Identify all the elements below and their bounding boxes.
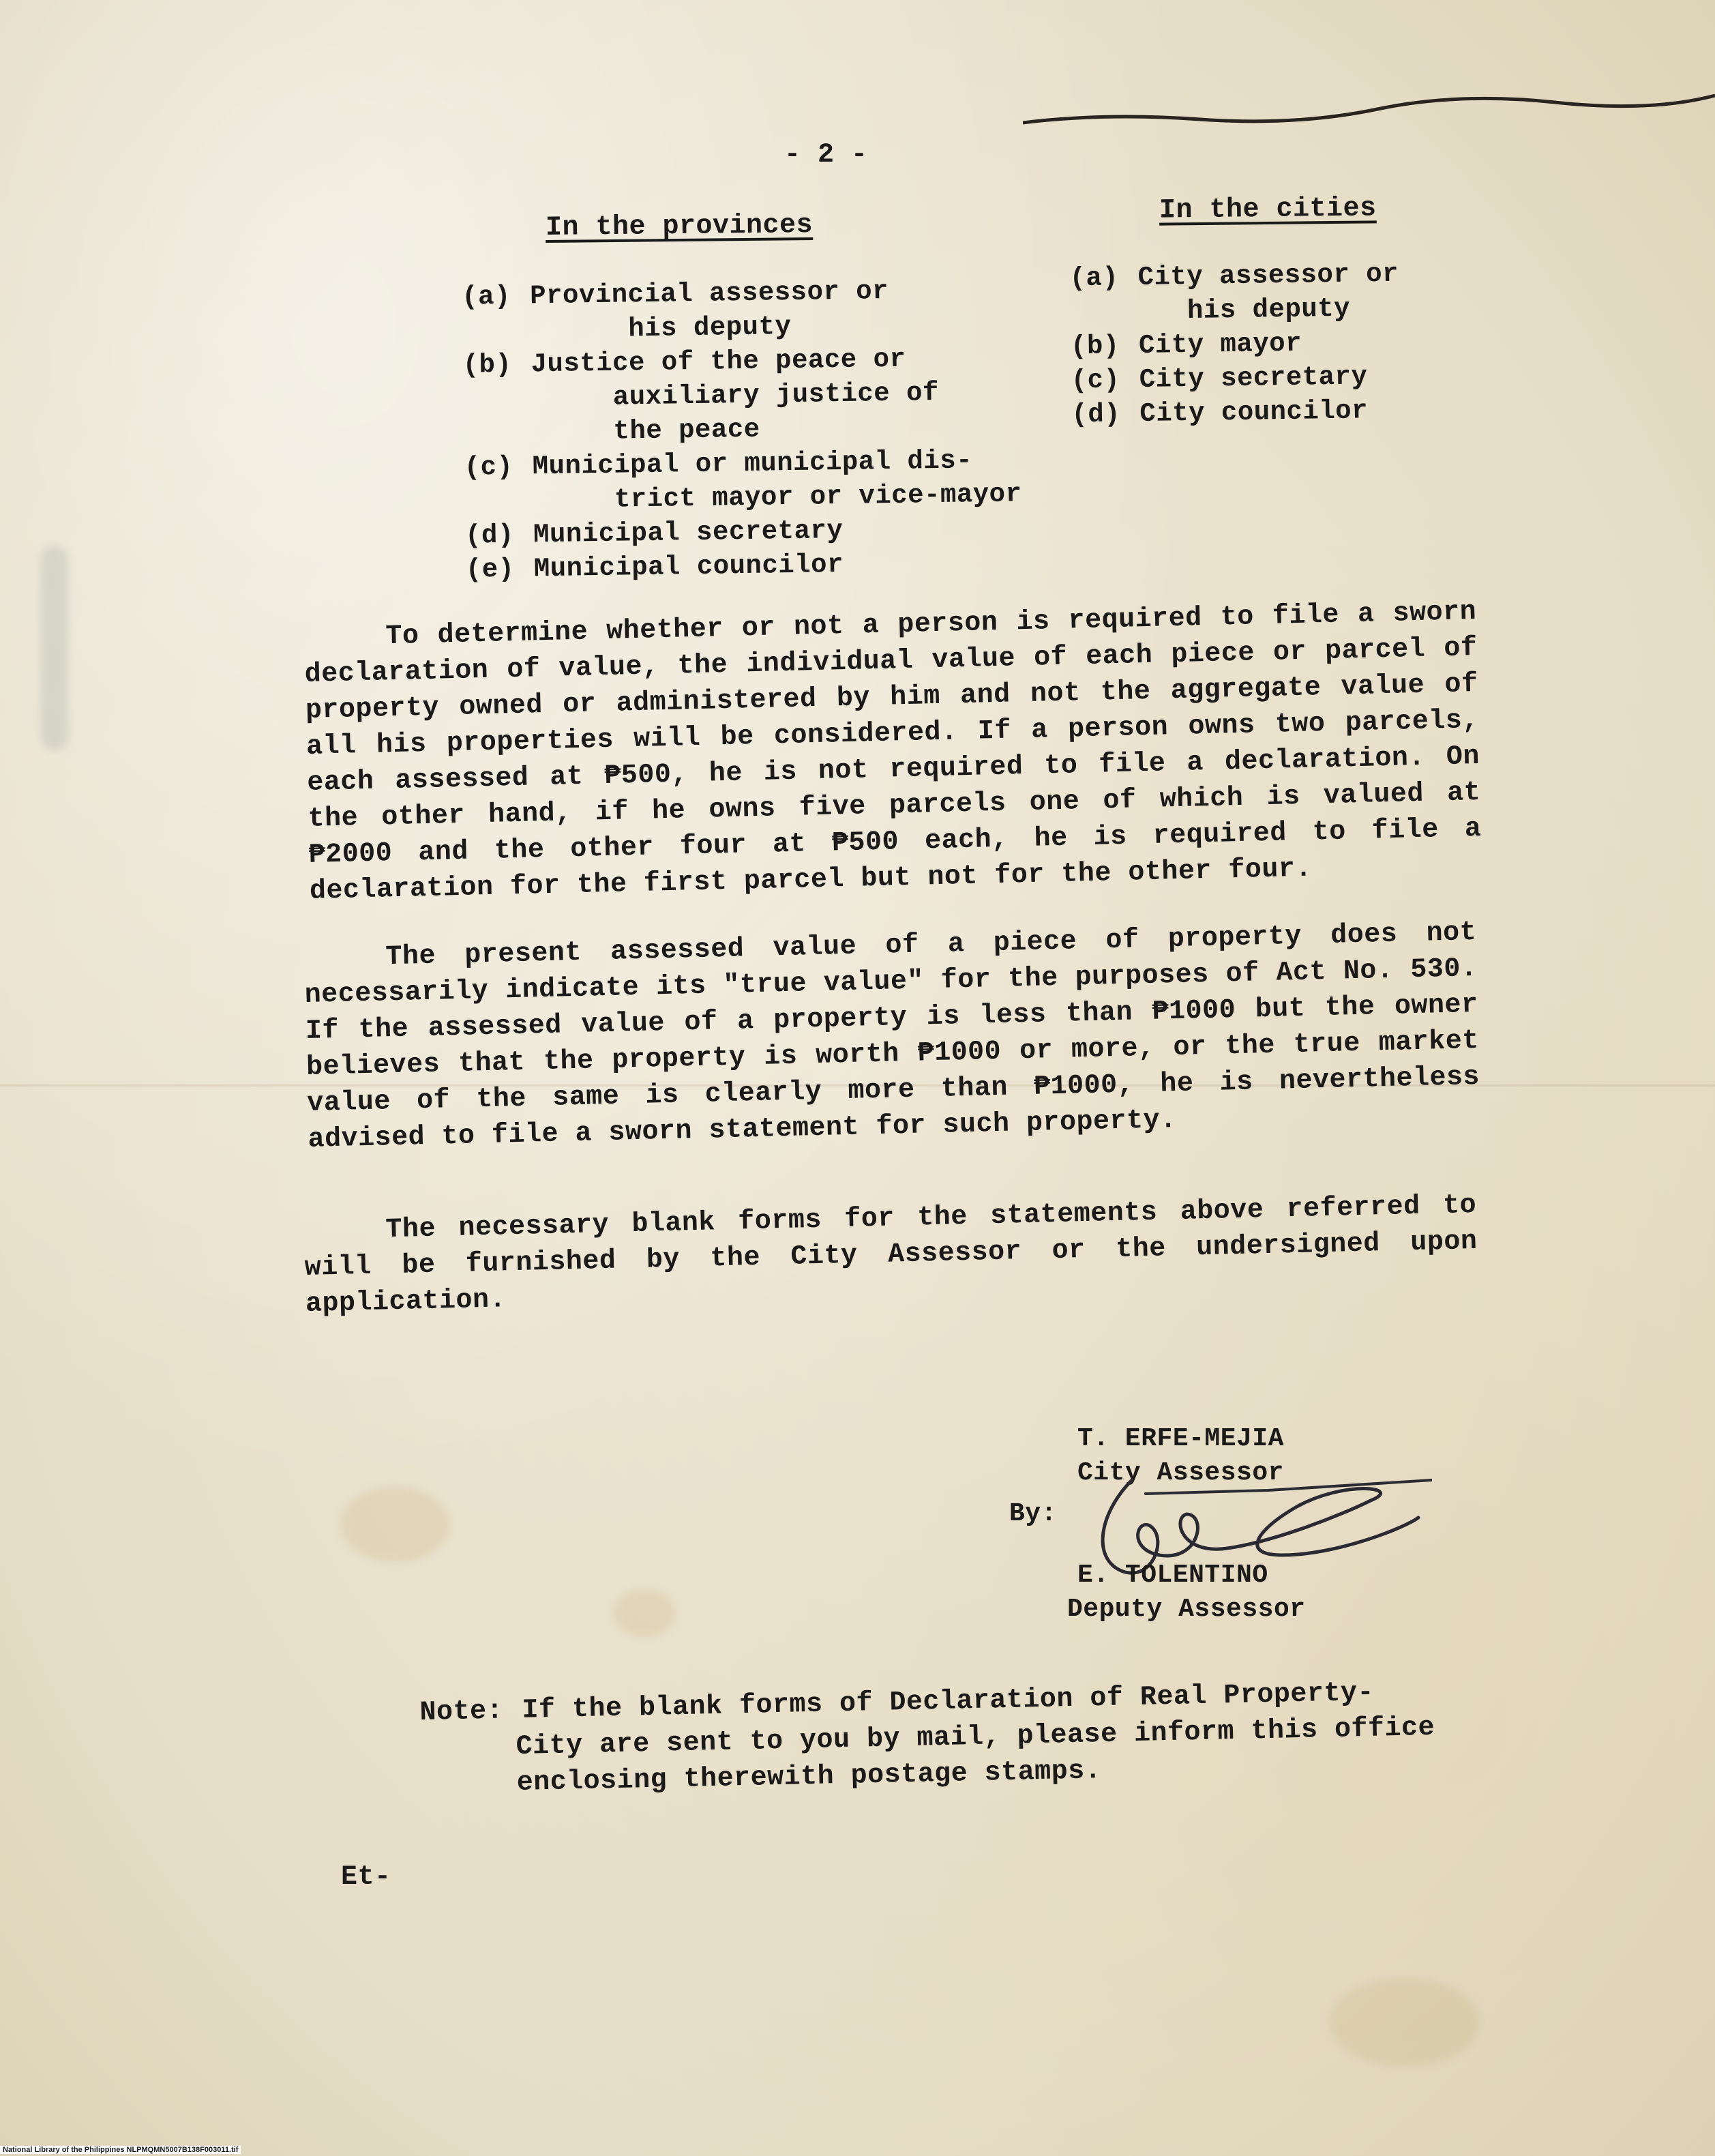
note-line: City are sent to you by mail, please inform this office: [516, 1712, 1435, 1763]
list-marker: (b): [1070, 331, 1120, 362]
list-text: Provincial assessor or his deputy: [529, 276, 889, 346]
list-marker: (c): [1071, 365, 1120, 396]
signatory-name: T. ERFE-MEJIA: [1077, 1424, 1284, 1453]
stain: [614, 1589, 675, 1637]
provinces-heading: In the provinces: [545, 209, 814, 244]
list-marker: (b): [462, 349, 512, 381]
note-label: Note:: [419, 1696, 504, 1728]
list-text: City councilor: [1139, 396, 1369, 429]
archive-caption: National Library of the Philippines NLPMQMN5007B138F003011.tif: [0, 2146, 241, 2154]
list-text: Justice of the peace or auxiliary justice of the peace: [531, 344, 940, 448]
deputy-name: E. TOLENTINO: [1077, 1561, 1268, 1590]
note-body: [419, 1672, 1485, 1803]
deputy-title: Deputy Assessor: [1067, 1595, 1306, 1624]
note-line: enclosing therewith postage stamps.: [516, 1756, 1102, 1799]
stain: [1330, 1978, 1480, 2067]
list-text: City mayor: [1138, 328, 1302, 361]
by-label: By:: [1009, 1499, 1057, 1529]
paragraph-true-value: The present assessed value of a piece of property does not necessarily indicate its "true value" for the purposes of Act No. 530. If the assessed value of a property is less than ₱1000 but the owner believes that the property is worth ₱1000 or more, or the true market value of the same is clearly more than ₱1000, he is nevertheless advised to file a sworn statement for such property.: [304, 917, 1480, 1155]
note-block: [419, 1672, 1485, 1803]
list-item: [1071, 325, 1400, 364]
list-item: [462, 272, 1019, 348]
cities-list: [1069, 257, 1401, 432]
list-item: [1071, 359, 1400, 398]
provinces-list: [462, 272, 1023, 587]
list-marker: (c): [464, 452, 513, 483]
list-item: [1071, 394, 1401, 432]
typist-initials: Et-: [341, 1862, 391, 1893]
list-text: Municipal councilor: [533, 549, 844, 585]
list-text: Municipal or municipal dis- trict mayor or vice-mayor: [532, 445, 1022, 516]
list-item: [462, 340, 1021, 450]
list-item: [1069, 257, 1399, 330]
torn-edge: [1023, 89, 1715, 130]
list-text: City assessor or his deputy: [1137, 259, 1399, 327]
list-text: City secretary: [1139, 361, 1368, 395]
list-text: Municipal secretary: [533, 515, 844, 550]
stain: [41, 546, 68, 750]
list-marker: (d): [464, 520, 515, 551]
list-marker: (a): [461, 281, 511, 312]
stain: [341, 1487, 450, 1562]
page-number: - 2 -: [784, 140, 868, 171]
list-item: [465, 545, 1023, 587]
signatory-title: City Assessor: [1077, 1458, 1284, 1488]
note-line: If the blank forms of Declaration of Real Property-: [522, 1677, 1375, 1726]
paragraph-filing-requirement: To determine whether or not a person is required to file a sworn declaration of value, the individual value of each piece or parcel of property owned or administered by him and not the aggregate value of all his properties will be considered. If a person owns two parcels, each assessed at ₱500, he is not required to file a declaration. On the other hand, if he owns five parcels one of which is valued at ₱2000 and the other four at ₱500 each, he is required to file a declaration for the first parcel but not for the other four.: [304, 596, 1482, 907]
list-marker: (a): [1069, 263, 1119, 294]
list-marker: (e): [465, 554, 515, 585]
list-marker: (d): [1071, 399, 1121, 430]
cities-heading: In the cities: [1159, 193, 1377, 226]
paragraph-blank-forms: The necessary blank forms for the statements above referred to will be furnished by the City Assessor or the undersigned upon application.: [304, 1190, 1478, 1320]
list-item: [464, 443, 1021, 518]
